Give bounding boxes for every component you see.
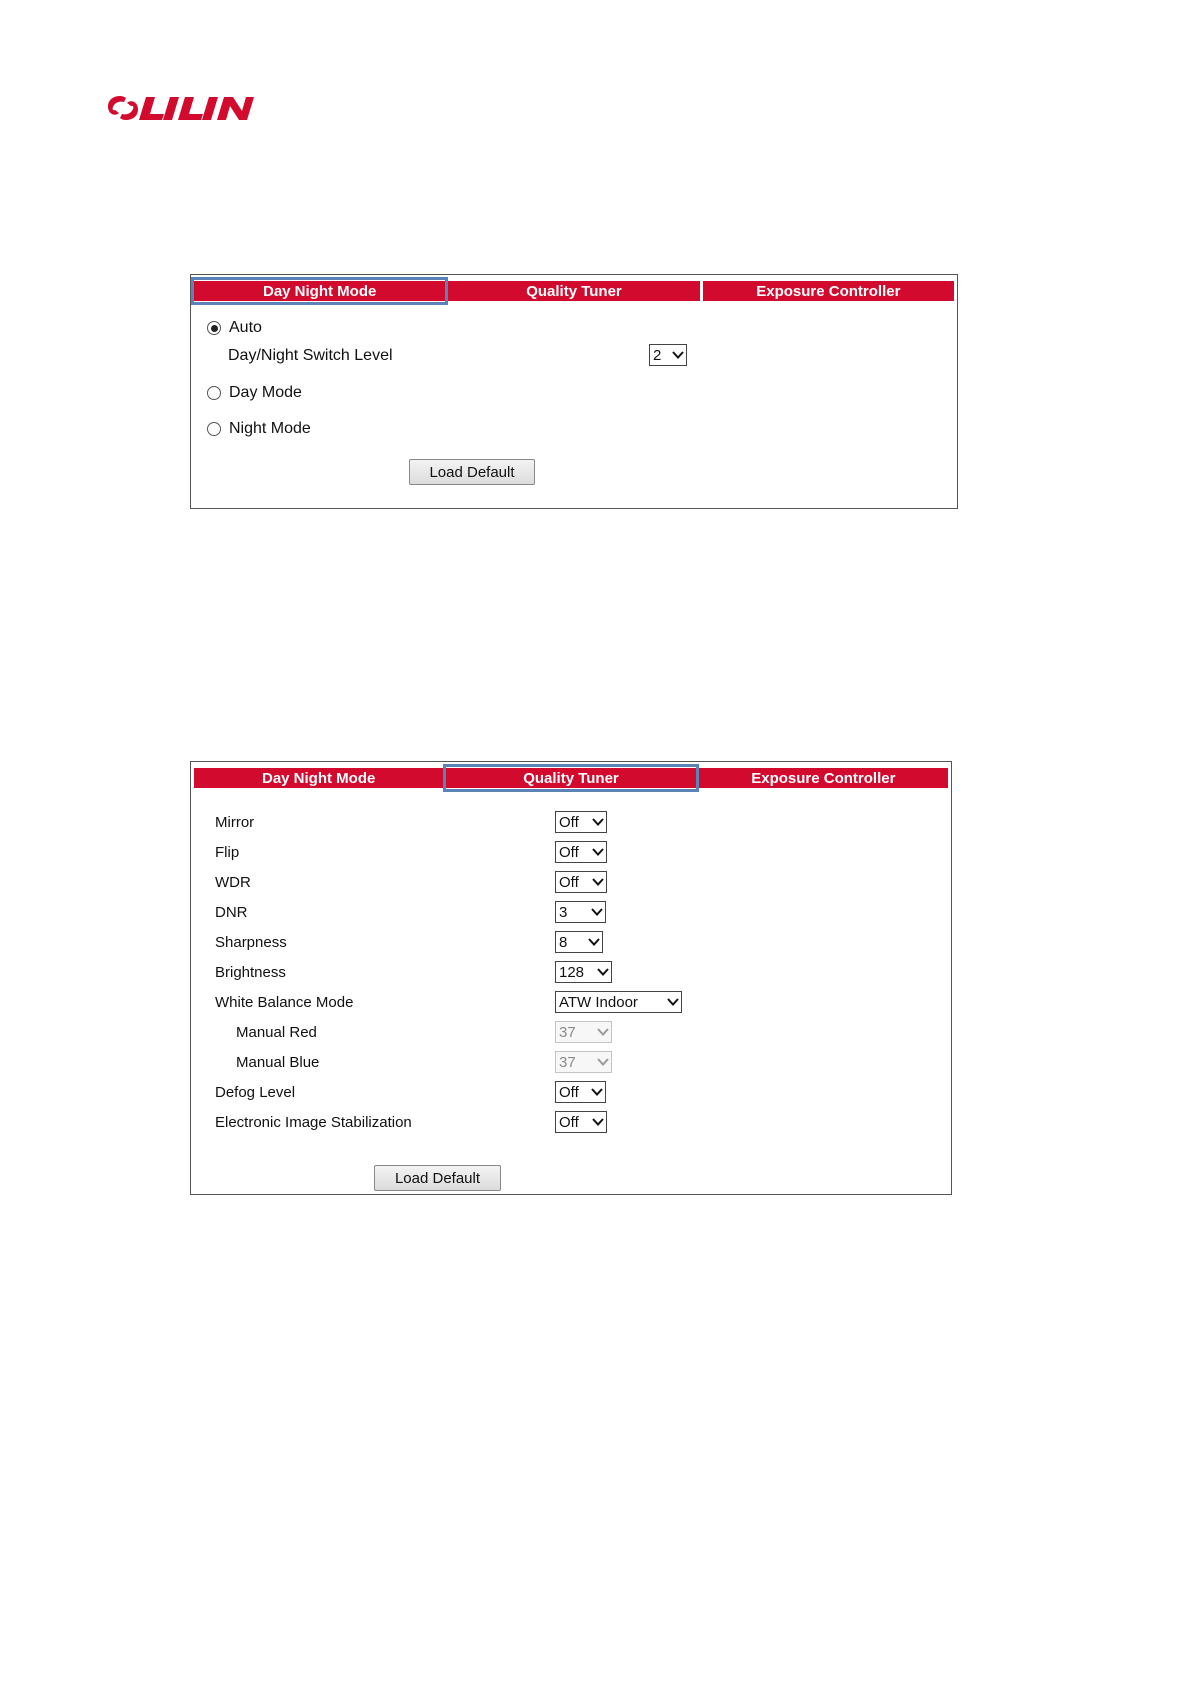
electronic-image-stabilization-value: Off xyxy=(559,1113,579,1131)
defog-level-label: Defog Level xyxy=(215,1084,296,1101)
sharpness-value: 8 xyxy=(559,933,568,951)
lilin-logo xyxy=(106,92,271,124)
load-default-button[interactable]: Load Default xyxy=(374,1165,501,1191)
chevron-down-icon xyxy=(590,1111,606,1133)
mirror-select[interactable] xyxy=(555,811,607,833)
chevron-down-icon xyxy=(589,901,605,923)
sharpness-select[interactable] xyxy=(555,931,603,953)
chevron-down-icon xyxy=(665,991,681,1013)
chevron-down-icon xyxy=(595,1021,611,1043)
tab-bar xyxy=(194,281,954,301)
manual-red-label: Manual Red xyxy=(236,1024,317,1041)
white-balance-mode-value: ATW Indoor xyxy=(559,993,638,1011)
wdr-label: WDR xyxy=(215,874,251,891)
night-mode-label: Night Mode xyxy=(229,420,311,437)
manual-red-select xyxy=(555,1021,612,1043)
chevron-down-icon xyxy=(590,811,606,833)
wdr-select[interactable] xyxy=(555,871,607,893)
auto-option[interactable] xyxy=(207,319,262,337)
chevron-down-icon xyxy=(589,1081,605,1103)
lilin-logo-mark xyxy=(106,92,271,124)
manual-red-value: 37 xyxy=(559,1023,576,1041)
tab-day-night-mode[interactable]: Day Night Mode xyxy=(194,281,445,301)
day-mode-label: Day Mode xyxy=(229,384,302,401)
brightness-value: 128 xyxy=(559,963,585,981)
load-default-button[interactable]: Load Default xyxy=(409,459,535,485)
auto-label: Auto xyxy=(229,319,262,336)
flip-select[interactable] xyxy=(555,841,607,863)
switch-level-label: Day/Night Switch Level xyxy=(228,347,393,364)
chevron-down-icon xyxy=(590,871,606,893)
day-night-mode-panel xyxy=(190,274,958,509)
manual-blue-label: Manual Blue xyxy=(236,1054,320,1071)
tab-quality-tuner[interactable]: Quality Tuner xyxy=(448,281,699,301)
dnr-select[interactable] xyxy=(555,901,606,923)
chevron-down-icon xyxy=(590,841,606,863)
tab-exposure-controller[interactable]: Exposure Controller xyxy=(699,768,948,788)
tab-bar xyxy=(194,768,948,788)
dnr-value: 3 xyxy=(559,903,568,921)
quality-tuner-panel xyxy=(190,761,952,1195)
chevron-down-icon xyxy=(595,961,611,983)
tab-exposure-controller[interactable]: Exposure Controller xyxy=(703,281,954,301)
brightness-select[interactable] xyxy=(555,961,612,983)
night-mode-option[interactable] xyxy=(207,420,311,438)
day-mode-option[interactable] xyxy=(207,384,302,402)
day-mode-radio[interactable] xyxy=(207,386,221,400)
mirror-label: Mirror xyxy=(215,814,255,831)
brightness-label: Brightness xyxy=(215,964,286,981)
dnr-label: DNR xyxy=(215,904,248,921)
chevron-down-icon xyxy=(586,931,602,953)
switch-level-select[interactable] xyxy=(649,344,687,366)
manual-blue-value: 37 xyxy=(559,1053,576,1071)
auto-radio[interactable] xyxy=(207,321,221,335)
mirror-value: Off xyxy=(559,813,579,831)
white-balance-mode-select[interactable] xyxy=(555,991,682,1013)
switch-level-value: 2 xyxy=(653,346,662,364)
flip-label: Flip xyxy=(215,844,240,861)
wdr-value: Off xyxy=(559,873,579,891)
manual-blue-select xyxy=(555,1051,612,1073)
white-balance-mode-label: White Balance Mode xyxy=(215,994,354,1011)
defog-level-select[interactable] xyxy=(555,1081,606,1103)
tab-day-night-mode[interactable]: Day Night Mode xyxy=(194,768,443,788)
flip-value: Off xyxy=(559,843,579,861)
sharpness-label: Sharpness xyxy=(215,934,287,951)
electronic-image-stabilization-select[interactable] xyxy=(555,1111,607,1133)
chevron-down-icon xyxy=(595,1051,611,1073)
defog-level-value: Off xyxy=(559,1083,579,1101)
tab-quality-tuner[interactable]: Quality Tuner xyxy=(446,768,695,788)
chevron-down-icon xyxy=(670,344,686,366)
night-mode-radio[interactable] xyxy=(207,422,221,436)
electronic-image-stabilization-label: Electronic Image Stabilization xyxy=(215,1114,412,1131)
